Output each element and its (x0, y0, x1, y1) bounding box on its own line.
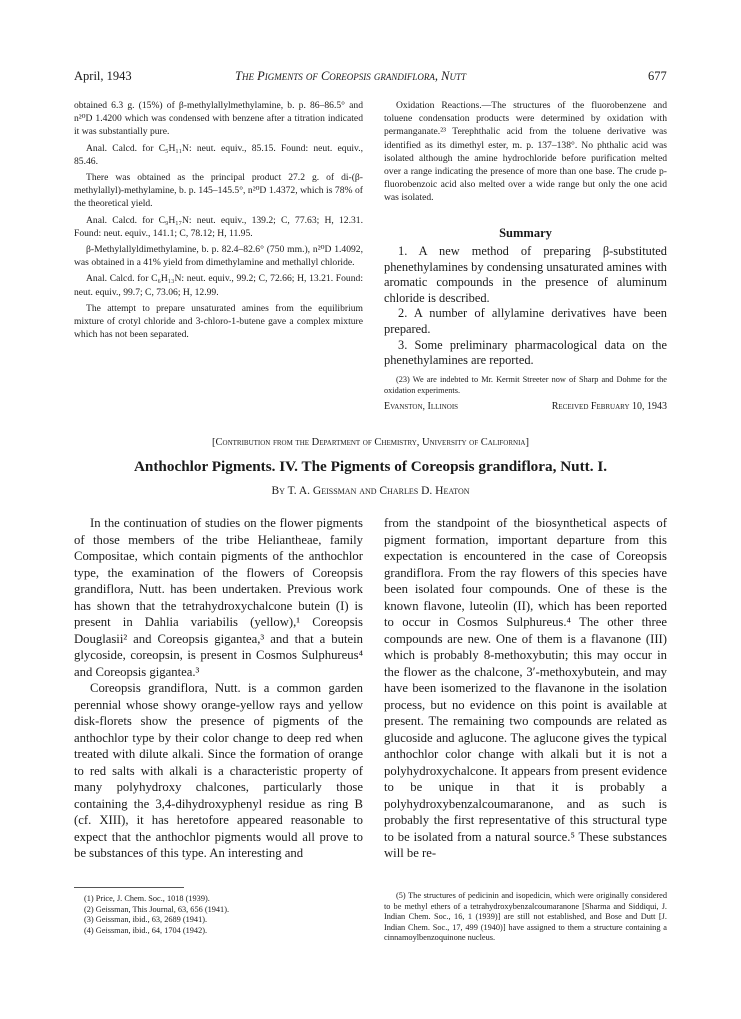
summary-item: 1. A new method of preparing β-substituted phenethylamines by condensing unsaturated amines with aromatic compounds in the presence of aluminum chloride is described. (384, 244, 667, 305)
footnotes-left (84, 894, 363, 936)
summary-item: 3. Some preliminary pharmacological data on the phenethylamines are reported. (384, 337, 667, 368)
footnote-1: (1) Price, J. Chem. Soc., 1018 (1939). (84, 894, 210, 903)
footnote-5: (5) The structures of pedicinin and isopedicin, which were originally considered to be methyl ethers of a tetrahydroxybenzalcoumaranone [Sharma and Siddiqui, J. Indian Chem. Soc., 16, 1 (1939)] are still not established, and Bose and Dutt [J. Indian Chem. Soc., 17, 499 (1940)] have assigned to them a structure containing a cinnamoylbenzoquinone nucleus. (384, 891, 667, 942)
footnote-3: (3) Geissman, ibid., 63, 2689 (1941). (84, 915, 208, 924)
body-paragraph: Coreopsis grandiflora, Nutt. is a common garden perennial whose showy orange-yellow rays and yellow disk-florets show the presence of pigments of the anthochlor type by their color change to deep red when treated with dilute alkali. Since the formation of orange to red salts with alkali is a characteristic property of many polyhydroxy chalcones, particularly those containing the 3,4-dihydroxyphenyl residue as ring B (cf. XIII), it has heretofore appeared reasonable to expect that the anthochlor pigments would all prove to be substances of this type. An interesting and (74, 681, 363, 860)
summary-item: 2. A number of allylamine derivatives have been prepared. (384, 306, 667, 336)
author-location: Evanston, Illinois (384, 401, 459, 412)
experimental-paragraph: There was obtained as the principal product 27.2 g. of di-(β-methylallyl)-methylamine, b. p. 145–145.5°, n²⁰D 1.4372, which is 78% of the theoretical yield. (74, 172, 363, 210)
analysis-paragraph: Anal. Calcd. for C₉H₁₇N: neut. equiv., 139.2; C, 77.63; H, 12.31. Found: neut. equiv., 141.1; C, 78.12; H, 11.95. (74, 214, 363, 239)
header-page-number: 677 (648, 69, 667, 83)
summary-list (384, 244, 667, 369)
contribution-line: [Contribution from the Department of Chemistry, University of California] (212, 437, 529, 448)
body-left-column (74, 515, 363, 862)
summary-heading: Summary (499, 226, 552, 240)
body-right-column: from the standpoint of the biosynthetical aspects of pigment formation, important departure from this expectation is encountered in the case of Coreopsis grandiflora. From the ray flowers of this species have been isolated four compounds. One of these is the known flavone, luteolin (II), which has been reported to occur in Cosmos Sulphureus.⁴ The other three compounds are new. One of them is a flavanone (III) which is probably 8-methoxybutin; this may occur in the flower as the chalcone, 3′-methoxybutein, and may have been isomerized to the flavanone in the isolation process, but no evidence on this point is available at present. The remaining two compounds are related as glucoside and aglucone. The aglucone gives the typical anthochlor color change with alkali but it is not a polyhydroxychalcone. It appears from present evidence to be unique in that it is probably a polyhydroxybenzalcoumaranone, and as such is probably the first representative of this structural type to be isolated from a natural source.⁵ These substances will be re- (384, 516, 667, 860)
analysis-paragraph: Anal. Calcd. for C₅H₁₁N: neut. equiv., 85.15. Found: neut. equiv., 85.46. (74, 142, 363, 167)
received-date: Received February 10, 1943 (551, 401, 667, 412)
body-paragraph: In the continuation of studies on the flower pigments of those members of the tribe Heliantheae, family Compositae, which contain pigments of the anthochlor type, the examination of the flowers of Coreopsis grandiflora, Nutt. has been undertaken. Previous work has shown that the tetrahydroxychalcone butein (I) is present in Dahlia variabilis (yellow),¹ Coreopsis Douglasii² and Coreopsis gigantea,³ and that a butein glycoside, coreopsin, is present in Cosmos Sulphureus⁴ and Coreopsis gigantea.³ (74, 516, 363, 679)
experimental-paragraph: β-Methylallyldimethylamine, b. p. 82.4–82.6° (750 mm.), n²⁰D 1.4092, was obtained in a 41% yield from dimethylamine and methallyl chloride. (74, 244, 363, 269)
header-date: April, 1943 (74, 69, 132, 83)
article-title: Anthochlor Pigments. IV. The Pigments of Coreopsis grandiflora, Nutt. I. (133, 458, 608, 475)
byline: By T. A. Geissman and Charles D. Heaton (271, 485, 470, 497)
footnote-2: (2) Geissman, This Journal, 63, 656 (1941). (84, 904, 230, 914)
footnote-divider (74, 887, 184, 888)
top-left-column (74, 99, 363, 341)
experimental-paragraph: obtained 6.3 g. (15%) of β-methylallylmethylamine, b. p. 86–86.5° and n²⁰D 1.4200 which was condensed with benzene after a titration indicated it was substantially pure. (74, 100, 363, 138)
analysis-paragraph: Anal. Calcd. for C₆H₁₃N: neut. equiv., 99.2; C, 72.66; H, 13.21. Found: neut. equiv., 99.7; C, 73.06; H, 12.99. (74, 273, 363, 298)
footnote-23: (23) We are indebted to Mr. Kermit Streeter now of Sharp and Dohme for the oxidation experiments. (384, 375, 667, 395)
oxidation-paragraph: Oxidation Reactions.—The structures of the fluorobenzene and toluene condensation products were determined by oxidation with permanganate.²³ Terephthalic acid from the toluene derivative was identified as its dimethyl ester, m. p. 137–138°. No phthalic acid was isolated although the amine hydrochloride before purification melted over a range indicating the presence of more than one base. The crude p-fluorobenzoic acid also melted over a wide range but only the one acid was isolated. (384, 100, 667, 204)
header-running-title: The Pigments of Coreopsis grandiflora, Nutt (235, 69, 466, 83)
footnote-4: (4) Geissman, ibid., 64, 1704 (1942). (84, 925, 208, 935)
experimental-paragraph: The attempt to prepare unsaturated amines from the equilibrium mixture of crotyl chloride and 3-chloro-1-butene gave a complex mixture which has not been separated. (74, 302, 363, 341)
